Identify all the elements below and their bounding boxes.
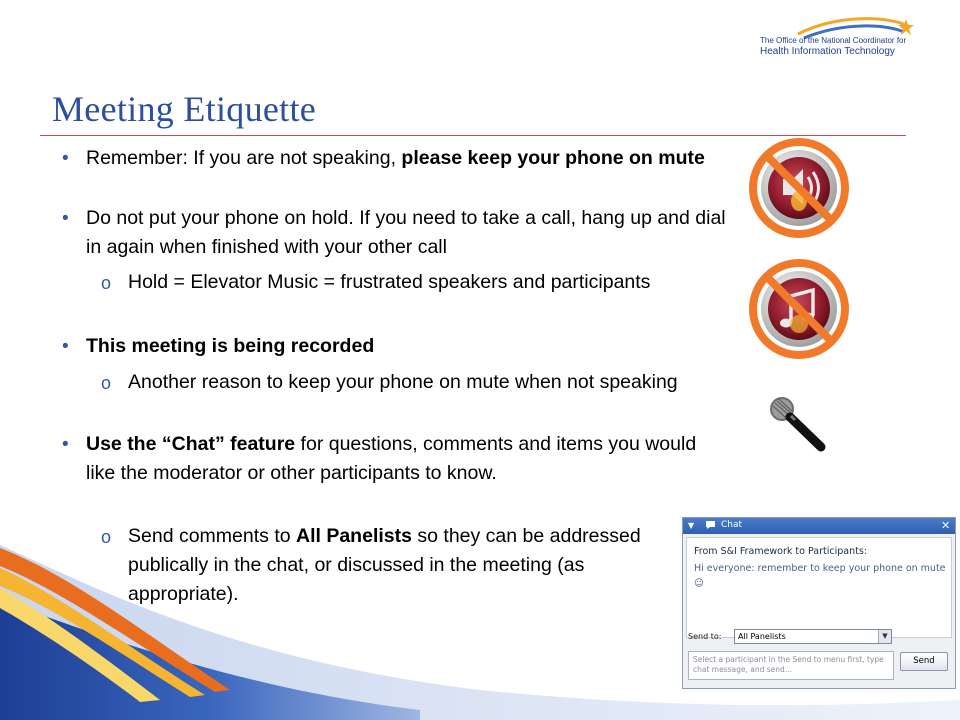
bullet-mute-reminder (86, 144, 726, 173)
bullet-bold-text: This meeting is being recorded (86, 335, 375, 357)
send-button[interactable]: Send (900, 652, 948, 671)
bullet-mark: • (62, 336, 69, 357)
sub-bullet-mark: o (101, 373, 112, 393)
bullet-mark: • (62, 434, 69, 455)
chat-message-sender: From S&I Framework to Participants: (694, 546, 867, 557)
page-title: Meeting Etiquette (52, 89, 317, 129)
bullet-text: so they can be addressed publically in the chat, or discussed in the meeting (as appropriate). (128, 525, 641, 605)
bullet-mark: • (62, 148, 69, 169)
chevron-down-icon[interactable]: ▼ (878, 630, 891, 643)
chat-message-input[interactable] (688, 651, 894, 680)
bullet-bold-text: Use the “Chat” feature (86, 433, 296, 455)
sub-bullet-mark: o (101, 273, 112, 293)
logo-line1: The Office of the National Coordinator for (760, 36, 907, 45)
send-to-dropdown[interactable] (734, 629, 892, 644)
logo-line2: Health Information Technology (760, 46, 895, 57)
sub-bullet-hold-music: Hold = Elevator Music = frustrated speakers and participants (128, 271, 651, 293)
send-to-selected: All Panelists (738, 632, 786, 641)
bullet-text: Send comments to (128, 525, 296, 547)
chat-title: Chat (721, 520, 743, 530)
no-speaker-icon (745, 135, 853, 241)
collapse-icon[interactable]: ▼ (688, 521, 695, 530)
chat-panel (682, 517, 956, 689)
bullet-no-hold: Do not put your phone on hold. If you need to take a call, hang up and dial in again when finished with your other call (86, 207, 726, 258)
bullet-text: for questions, comments and items you would like the moderator or other participants to know. (86, 433, 697, 484)
bullet-text: Remember: If you are not speaking, (86, 147, 402, 169)
chat-titlebar (683, 518, 955, 534)
bullet-bold-text: please keep your phone on mute (401, 147, 705, 169)
send-to-label: Send to: (688, 632, 722, 641)
chat-message-area[interactable] (686, 537, 952, 638)
sub-bullet-all-panelists (128, 522, 683, 609)
microphone-icon (765, 393, 829, 455)
close-icon[interactable]: ✕ (941, 519, 951, 532)
sub-bullet-another-reason: Another reason to keep your phone on mute when not speaking (128, 371, 678, 393)
chat-message-text: Hi everyone: remember to keep your phone on mute ☺ (694, 563, 946, 589)
chat-bubble-icon (705, 520, 716, 530)
no-music-icon (745, 256, 853, 362)
sub-bullet-mark: o (101, 527, 112, 547)
bullet-recorded (86, 332, 726, 361)
bullet-bold-text: All Panelists (296, 525, 412, 547)
bullet-use-chat (86, 430, 716, 488)
bullet-mark: • (62, 208, 69, 229)
chat-input-placeholder: Select a participant in the Send to menu first, type chat message, and send... (693, 655, 884, 674)
